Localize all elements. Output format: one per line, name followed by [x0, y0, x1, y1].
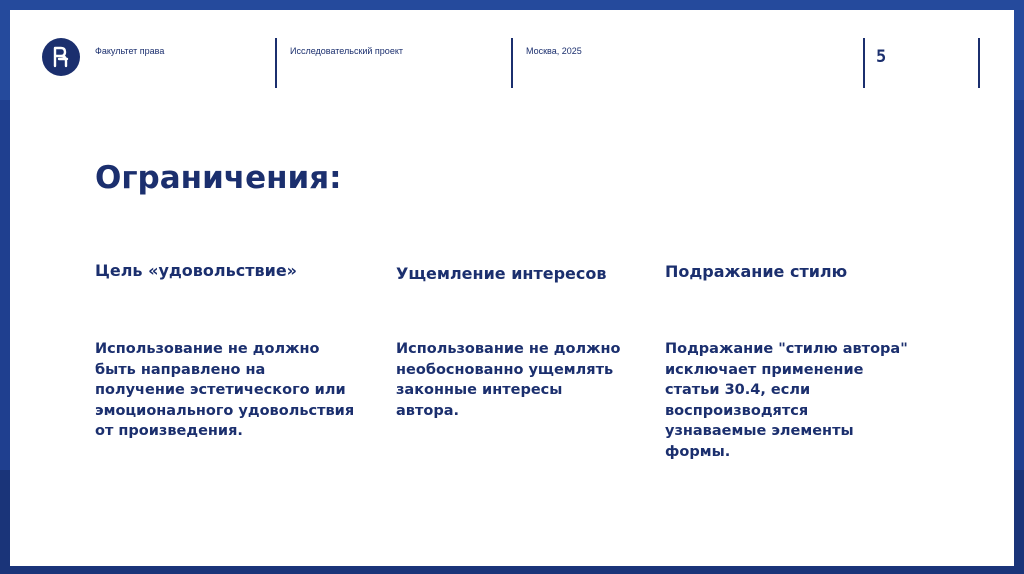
page-number: 5 [876, 47, 887, 67]
divider [275, 38, 277, 88]
city-year-label: Москва, 2025 [526, 46, 582, 56]
column-heading-style: Подражание стилю [665, 262, 848, 281]
column-text-goal: Использование не должно быть направлено на получение эстетического или эмоционального удовольствия от произведения. [95, 341, 355, 439]
hse-logo-icon [42, 38, 80, 76]
divider [863, 38, 865, 88]
column-heading-goal: Цель «удовольствие» [95, 261, 298, 280]
slide [10, 10, 1014, 566]
divider [511, 38, 513, 88]
slide-title: Ограничения: [95, 160, 342, 196]
column-text-style: Подражание "стилю автора" исключает применение статьи 30.4, если воспроизводятся узнаваемые элементы формы. [665, 341, 908, 460]
column-heading-interests: Ущемление интересов [396, 264, 607, 283]
project-label: Исследовательский проект [290, 46, 403, 56]
divider [978, 38, 980, 88]
faculty-label: Факультет права [95, 46, 165, 56]
column-text-interests: Использование не должно необоснованно ущемлять законные интересы автора. [396, 341, 621, 419]
